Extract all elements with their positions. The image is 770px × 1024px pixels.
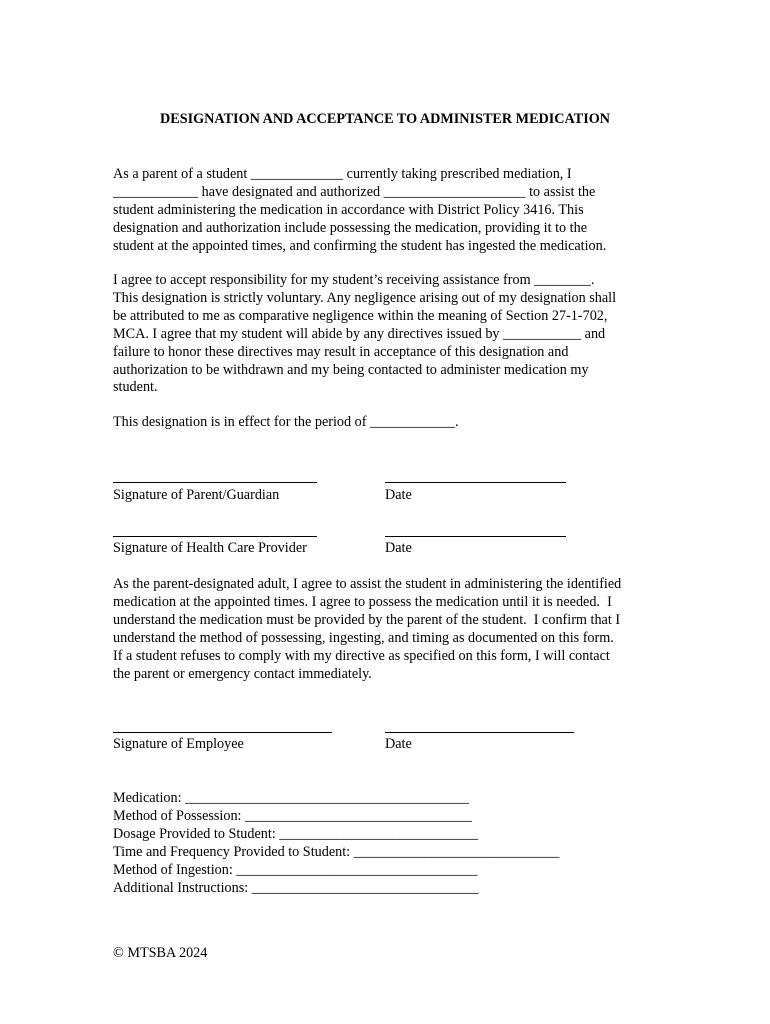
employee-acceptance-paragraph <box>113 576 621 683</box>
paragraph-line: I agree to accept responsibility for my student’s receiving assistance from ________. <box>113 272 595 288</box>
paragraph-line: This designation is strictly voluntary. Any negligence arising out of my designation shall <box>113 289 617 306</box>
paragraph-line: ____________ have designated and authorized ____________________ to assist the <box>113 183 596 200</box>
paragraph-line: authorization to be withdrawn and my being contacted to administer medication my <box>113 361 589 378</box>
provider-date-line[interactable] <box>385 536 566 537</box>
medication-field[interactable]: Medication: ________________________________________ <box>113 790 469 806</box>
provider-signature-line[interactable] <box>113 536 317 537</box>
parent-date-label: Date <box>385 487 412 503</box>
paragraph-line: As the parent-designated adult, I agree to assist the student in administering the identified <box>113 576 622 592</box>
paragraph-line: MCA. I agree that my student will abide by any directives issued by ___________ and <box>113 325 606 342</box>
parent-designation-paragraph <box>113 166 606 256</box>
provider-signature-label: Signature of Health Care Provider <box>113 540 307 556</box>
method-of-ingestion-field[interactable]: Method of Ingestion: __________________________________ <box>113 862 478 878</box>
paragraph-line: failure to honor these directives may result in acceptance of this designation and <box>113 343 569 360</box>
responsibility-paragraph <box>113 272 616 397</box>
paragraph-line: be attributed to me as comparative negligence within the meaning of Section 27-1-702, <box>113 307 608 324</box>
employee-signature-line[interactable] <box>113 732 332 733</box>
period-line: This designation is in effect for the period of ____________. <box>113 414 459 430</box>
employee-signature-label: Signature of Employee <box>113 736 244 752</box>
paragraph-line: designation and authorization include possessing the medication, providing it to the <box>113 219 588 236</box>
copyright-footer: © MTSBA 2024 <box>113 945 208 961</box>
dosage-field[interactable]: Dosage Provided to Student: ____________________________ <box>113 826 478 842</box>
time-frequency-field[interactable]: Time and Frequency Provided to Student: _____________________________ <box>113 844 560 860</box>
parent-signature-line[interactable] <box>113 482 317 483</box>
parent-signature-label: Signature of Parent/Guardian <box>113 487 280 503</box>
method-of-possession-field[interactable]: Method of Possession: ________________________________ <box>113 808 473 824</box>
paragraph-line: the parent or emergency contact immediately. <box>113 665 372 682</box>
document-title: DESIGNATION AND ACCEPTANCE TO ADMINISTER MEDICATION <box>160 111 610 127</box>
paragraph-line: student at the appointed times, and confirming the student has ingested the medication. <box>113 237 607 254</box>
paragraph-line: student administering the medication in accordance with District Policy 3416. This <box>113 201 584 218</box>
designation-period <box>113 414 459 432</box>
paragraph-line: If a student refuses to comply with my directive as specified on this form, I will contact <box>113 647 610 664</box>
provider-date-label: Date <box>385 540 412 556</box>
paragraph-line: As a parent of a student _____________ currently taking prescribed mediation, I <box>113 166 572 182</box>
paragraph-line: understand the method of possessing, ingesting, and timing as documented on this form. <box>113 629 614 646</box>
employee-date-label: Date <box>385 736 412 752</box>
parent-date-line[interactable] <box>385 482 566 483</box>
paragraph-line: understand the medication must be provided by the parent of the student. I confirm that I <box>113 611 621 628</box>
employee-date-line[interactable] <box>385 732 574 733</box>
paragraph-line: student. <box>113 379 158 396</box>
paragraph-line: medication at the appointed times. I agree to possess the medication until it is needed. I <box>113 593 612 610</box>
additional-instructions-field[interactable]: Additional Instructions: ________________________________ <box>113 880 479 896</box>
